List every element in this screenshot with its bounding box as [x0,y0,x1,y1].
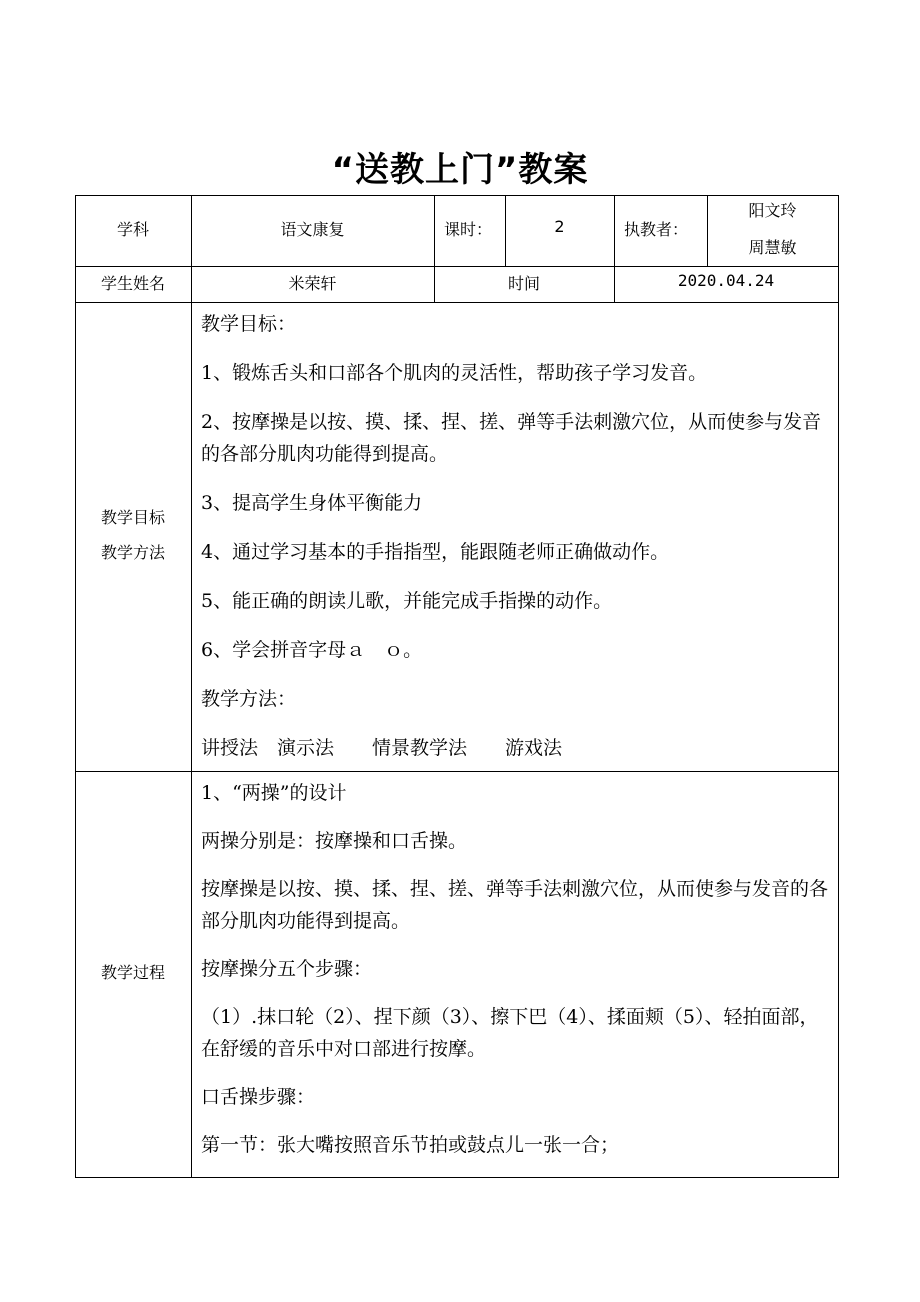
process-item: 按摩操是以按、摸、揉、捏、搓、弹等手法刺激穴位，从而使参与发音的各部分肌肉功能得到提高。 [201,878,829,932]
lesson-value: 2 [554,217,565,236]
process-item: 第一节：张大嘴按照音乐节拍或鼓点儿一张一合； [201,1134,620,1156]
goal-item: 4、通过学习基本的手指指型，能跟随老师正确做动作。 [201,541,670,563]
methods-heading: 教学方法： [201,688,297,710]
process-item: 两操分别是：按摩操和口舌操。 [201,830,468,852]
goal-item: 6、学会拼音字母ａ ｏ。 [201,639,423,661]
goals-heading: 教学目标： [201,313,297,335]
process-item: 口舌操步骤： [201,1086,316,1108]
time-value: 2020.04.24 [677,271,775,290]
document-title: “送教上门”教案 [331,150,589,190]
lesson-label: 课时： [444,220,493,239]
student-value: 米荣轩 [288,274,337,293]
teacher-name: 周慧敏 [748,238,797,257]
time-label: 时间 [507,274,540,293]
goal-item: 1、锻炼舌头和口部各个肌肉的灵活性，帮助孩子学习发音。 [201,362,708,384]
teacher-name: 阳文玲 [748,201,797,220]
process-item: （1）.抹口轮（2）、捏下颜（3）、擦下巴（4）、揉面颊（5）、轻拍面部，在舒缓的音乐中对口部进行按摩。 [201,1006,819,1060]
methods-label: 教学方法 [100,543,165,562]
goal-item: 2、按摩操是以按、摸、揉、捏、搓、弹等手法刺激穴位，从而使参与发音的各部分肌肉功能得到提高。 [201,411,822,465]
goal-item: 3、提高学生身体平衡能力 [201,492,423,514]
goal-item: 5、能正确的朗读儿歌，并能完成手指操的动作。 [201,590,613,612]
process-content [201,777,831,1161]
process-label: 教学过程 [100,963,165,982]
student-label: 学生姓名 [100,274,165,293]
teacher-label: 执教者： [624,220,689,239]
methods-list: 讲授法 演示法 情景教学法 游戏法 [201,737,563,759]
process-item: 按摩操分五个步骤： [201,958,373,980]
subject-label: 学科 [116,220,149,239]
process-heading: 1、“两操”的设计 [201,782,347,804]
goals-content [201,308,831,764]
goals-label: 教学目标 [100,508,165,527]
subject-value: 语文康复 [280,220,345,239]
